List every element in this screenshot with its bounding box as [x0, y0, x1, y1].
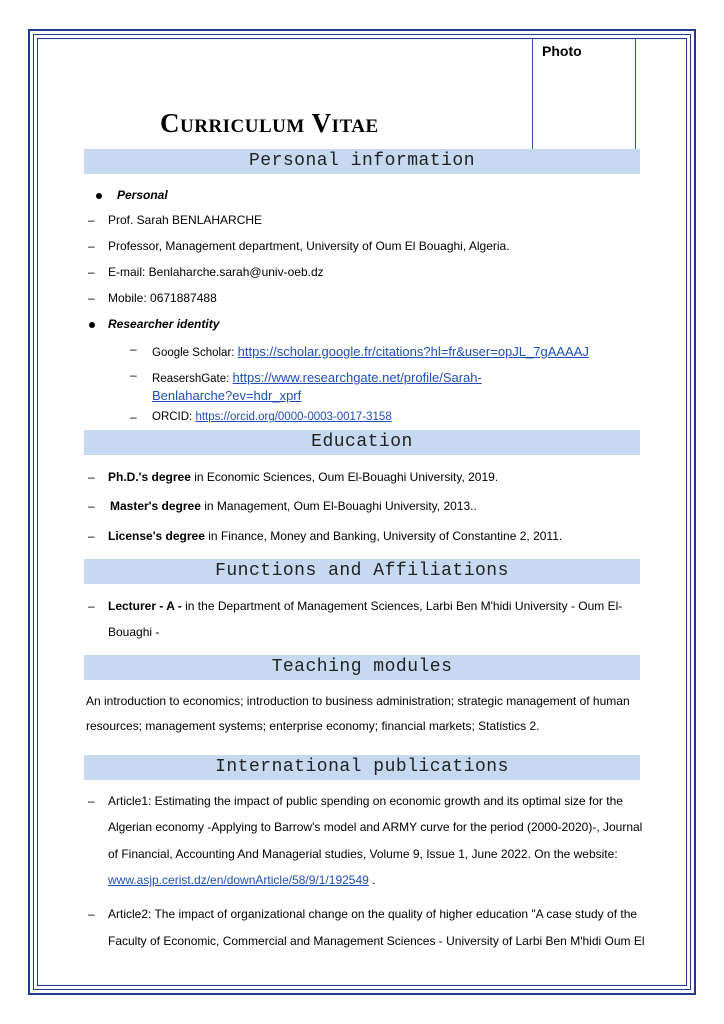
function-line-2: Bouaghi -	[108, 625, 160, 639]
orcid-label: ORCID:	[152, 411, 196, 423]
orcid-row	[152, 411, 392, 423]
teaching-line-1: An introduction to economics; introduction to business administration; strategic management of human	[86, 694, 630, 708]
teaching-line-2: resources; management systems; enterprise economy; financial markets; Statistics 2.	[86, 719, 540, 733]
article1-line-1: Article1: Estimating the impact of public spending on economic growth and its optimal size for the	[108, 794, 623, 808]
education-item-3	[108, 529, 562, 543]
personal-email: E-mail: Benlaharche.sarah@univ-oeb.dz	[108, 265, 324, 279]
personal-position: Professor, Management department, University of Oum El Bouaghi, Algeria.	[108, 239, 510, 253]
dash-marker: –	[88, 470, 95, 484]
dash-marker: –	[88, 239, 95, 253]
dash-marker: –	[130, 368, 137, 382]
article2-line-1: Article2: The impact of organizational change on the quality of higher education "A case study of the	[108, 907, 638, 921]
researchgate-row-2	[152, 388, 301, 403]
dash-marker: –	[88, 599, 95, 613]
education-detail: in Finance, Money and Banking, University of Constantine 2, 2011.	[204, 529, 563, 543]
researchgate-link-cont[interactable]: Benlaharche?ev=hdr_xprf	[152, 388, 302, 403]
section-header-personal: Personal information	[84, 149, 640, 174]
researchgate-label: ReasershGate:	[152, 373, 233, 385]
dash-marker: –	[88, 213, 95, 227]
education-detail: in Management, Oum El-Bouaghi University, 2013..	[200, 499, 477, 513]
dash-marker: –	[88, 529, 95, 543]
article1-line-3: of Financial, Accounting And Managerial studies, Volume 9, Issue 1, June 2022. On the website:	[108, 847, 618, 861]
education-degree: Ph.D.'s degree	[108, 470, 191, 484]
photo-box	[532, 38, 636, 150]
bullet-dot	[89, 322, 95, 328]
article1-line-4	[108, 873, 375, 887]
function-role: Lecturer - A -	[108, 599, 182, 613]
bullet-dot	[96, 193, 102, 199]
page-title: Curriculum Vitae	[160, 108, 379, 138]
dash-marker: –	[130, 410, 137, 424]
researchgate-row	[152, 370, 482, 385]
scholar-row	[152, 344, 589, 359]
article1-tail: .	[368, 873, 376, 887]
personal-name: Prof. Sarah BENLAHARCHE	[108, 213, 263, 227]
scholar-label: Google Scholar:	[152, 347, 238, 359]
education-item-1	[108, 470, 498, 484]
section-header-teaching: Teaching modules	[84, 655, 640, 680]
section-header-education: Education	[84, 430, 640, 455]
orcid-link[interactable]: https://orcid.org/0000-0003-0017-3158	[195, 411, 392, 423]
researcher-heading: Researcher identity	[108, 317, 220, 331]
section-header-publications: International publications	[84, 755, 640, 780]
function-detail: in the Department of Management Sciences, Larbi Ben M'hidi University - Oum El-	[181, 599, 623, 613]
dash-marker: –	[88, 907, 95, 921]
dash-marker: –	[130, 342, 137, 356]
photo-label: Photo	[542, 43, 582, 59]
education-item-2	[110, 499, 477, 513]
article1-link[interactable]: www.asjp.cerist.dz/en/downArticle/58/9/1/192549	[108, 873, 369, 887]
dash-marker: –	[88, 794, 95, 808]
education-degree: Master's degree	[110, 499, 201, 513]
dash-marker: –	[88, 291, 95, 305]
education-detail: in Economic Sciences, Oum El-Bouaghi University, 2019.	[190, 470, 499, 484]
dash-marker: –	[88, 265, 95, 279]
personal-mobile: Mobile: 0671887488	[108, 291, 217, 305]
article2-line-2: Faculty of Economic, Commercial and Management Sciences - University of Larbi Ben M'hidi Oum El	[108, 934, 645, 948]
function-line-1	[108, 599, 622, 613]
education-degree: License's degree	[108, 529, 205, 543]
personal-heading: Personal	[117, 188, 168, 202]
scholar-link[interactable]: https://scholar.google.fr/citations?hl=fr&user=opJL_7gAAAAJ	[237, 344, 589, 359]
section-header-functions: Functions and Affiliations	[84, 559, 640, 584]
article1-line-2: Algerian economy -Applying to Barrow's model and ARMY curve for the period (2000-2020)-, Journal	[108, 820, 643, 834]
dash-marker: –	[88, 499, 95, 513]
researchgate-link[interactable]: https://www.researchgate.net/profile/Sarah-	[232, 370, 482, 385]
